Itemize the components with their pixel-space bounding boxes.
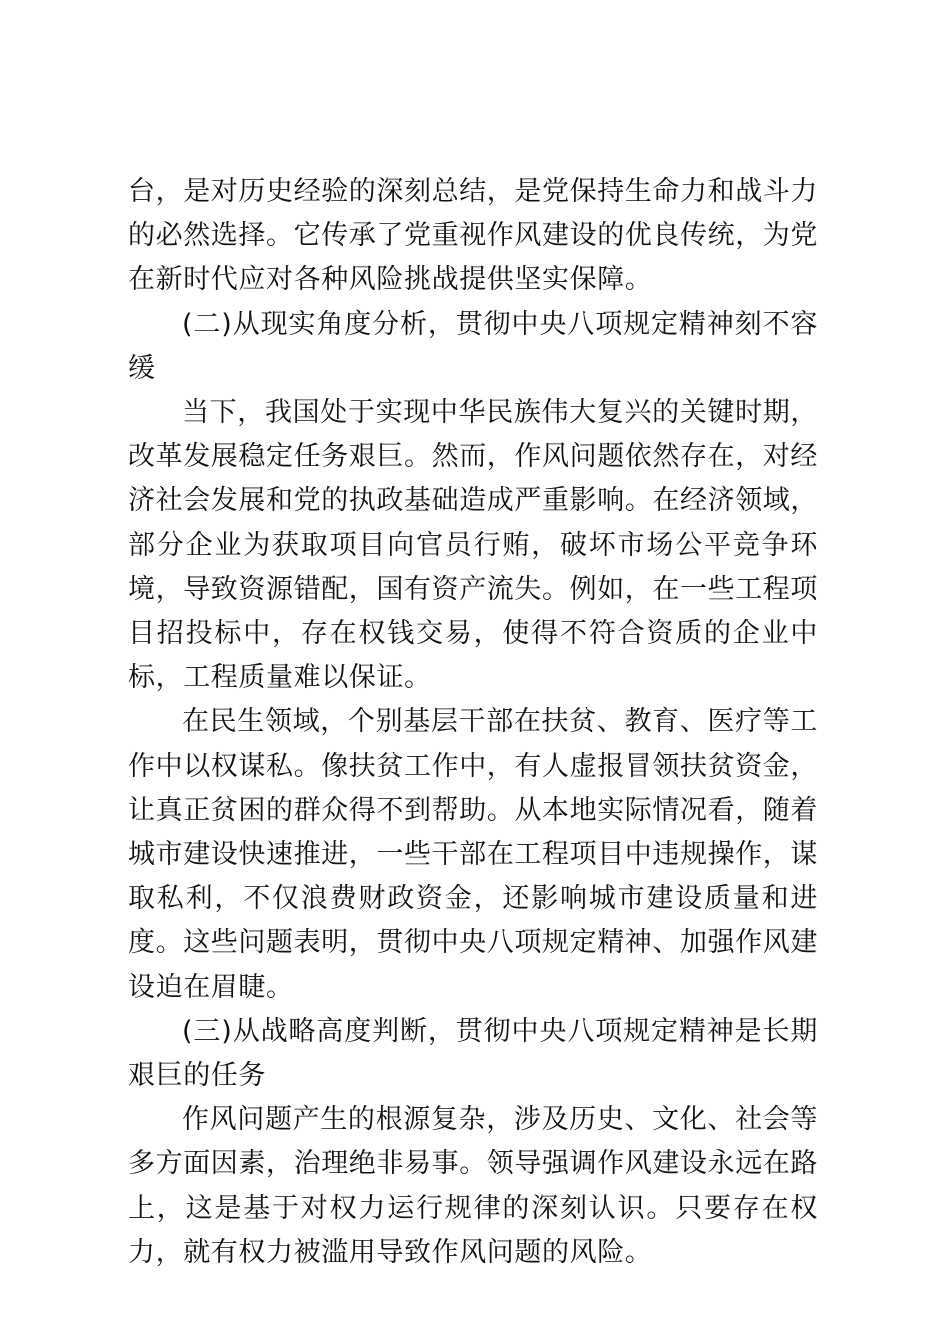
section-heading-2: (二)从现实角度分析，贯彻中央八项规定精神刻不容缓	[128, 308, 818, 384]
paragraph-livelihood: 在民生领域，个别基层干部在扶贫、教育、医疗等工作中以权谋私。像扶贫工作中，有人虚报冒领扶贫资金，让真正贫困的群众得不到帮助。从本地实际情况看，随着城市建设快速推进，一些干部在工程项目中违规操作，谋取私利，不仅浪费财政资金，还影响城市建设质量和进度。这些问题表明，贯彻中央八项规定精神、加强作风建设迫在眉睫。	[128, 706, 818, 1003]
document-body	[128, 170, 818, 1275]
paragraph-root-causes: 作风问题产生的根源复杂，涉及历史、文化、社会等多方面因素，治理绝非易事。领导强调作风建设永远在路上，这是基于对权力运行规律的深刻认识。只要存在权力，就有权力被滥用导致作风问题的风险。	[128, 1104, 818, 1268]
section-heading-3: (三)从战略高度判断，贯彻中央八项规定精神是长期艰巨的任务	[128, 1015, 818, 1092]
paragraph-current-situation: 当下，我国处于实现中华民族伟大复兴的关键时期，改革发展稳定任务艰巨。然而，作风问题依然存在，对经济社会发展和党的执政基础造成严重影响。在经济领域，部分企业为获取项目向官员行贿，破坏市场公平竞争环境，导致资源错配，国有资产流失。例如，在一些工程项目招投标中，存在权钱交易，使得不符合资质的企业中标，工程质量难以保证。	[128, 397, 818, 694]
paragraph-continuation: 台，是对历史经验的深刻总结，是党保持生命力和战斗力的必然选择。它传承了党重视作风建设的优良传统，为党在新时代应对各种风险挑战提供坚实保障。	[128, 176, 818, 296]
